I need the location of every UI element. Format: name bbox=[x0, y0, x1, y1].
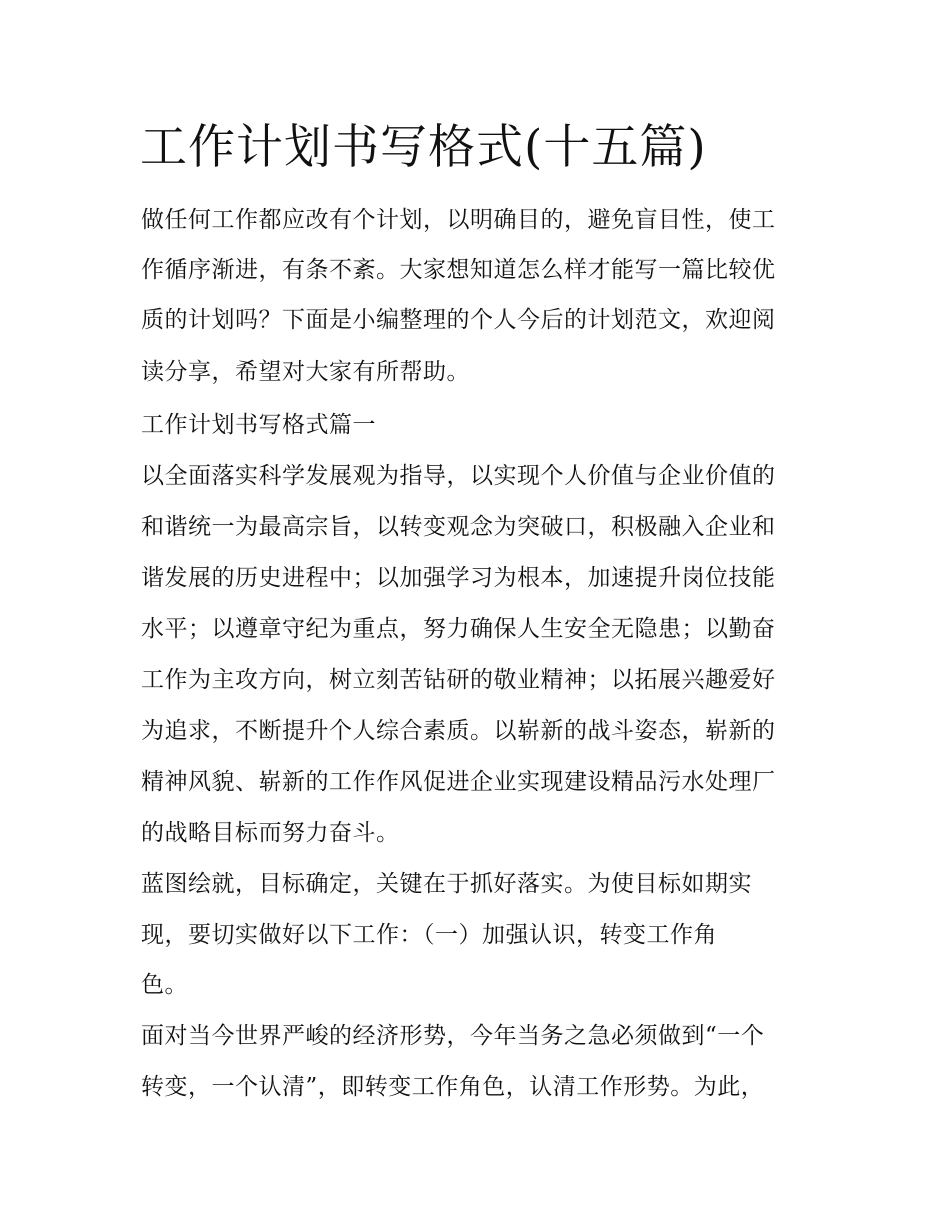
paragraph-line: 以全面落实科学发展观为指导，以实现个人价值与企业价值的 bbox=[141, 463, 776, 489]
paragraph-line: 和谐统一为最高宗旨，以转变观念为突破口，积极融入企业和 bbox=[141, 514, 776, 540]
paragraph-line: 工作为主攻方向，树立刻苦钻研的敬业精神；以拓展兴趣爱好 bbox=[141, 667, 776, 693]
paragraph-line: 为追求，不断提升个人综合素质。以崭新的战斗姿态，崭新的 bbox=[141, 718, 776, 744]
paragraph-line: 的战略目标而努力奋斗。 bbox=[141, 820, 400, 846]
paragraph-line: 面对当今世界严峻的经济形势，今年当务之急必须做到“一个 bbox=[141, 1023, 765, 1049]
document-title: 工作计划书写格式(十五篇) bbox=[140, 120, 707, 175]
paragraph-line: 现，要切实做好以下工作：（一）加强认识，转变工作角 bbox=[141, 922, 717, 948]
paragraph-line: 谐发展的历史进程中；以加强学习为根本，加速提升岗位技能 bbox=[141, 565, 776, 591]
paragraph-line: 色。 bbox=[141, 972, 188, 998]
paragraph-line: 水平；以遵章守纪为重点，努力确保人生安全无隐患；以勤奋 bbox=[141, 616, 776, 642]
paragraph-line: 质的计划吗？下面是小编整理的个人今后的计划范文，欢迎阅 bbox=[141, 307, 776, 333]
paragraph-line: 蓝图绘就，目标确定，关键在于抓好落实。为使目标如期实 bbox=[141, 871, 752, 897]
paragraph-line: 读分享，希望对大家有所帮助。 bbox=[141, 359, 470, 385]
paragraph-line: 精神风貌、崭新的工作作风促进企业实现建设精品污水处理厂 bbox=[141, 769, 776, 795]
paragraph-line: 作循序渐进，有条不紊。大家想知道怎么样才能写一篇比较优 bbox=[141, 257, 776, 283]
paragraph-line: 做任何工作都应改有个计划，以明确目的，避免盲目性，使工 bbox=[141, 207, 776, 233]
section-heading: 工作计划书写格式篇一 bbox=[141, 412, 376, 438]
paragraph-line: 转变，一个认清”，即转变工作角色，认清工作形势。为此， bbox=[141, 1074, 765, 1100]
